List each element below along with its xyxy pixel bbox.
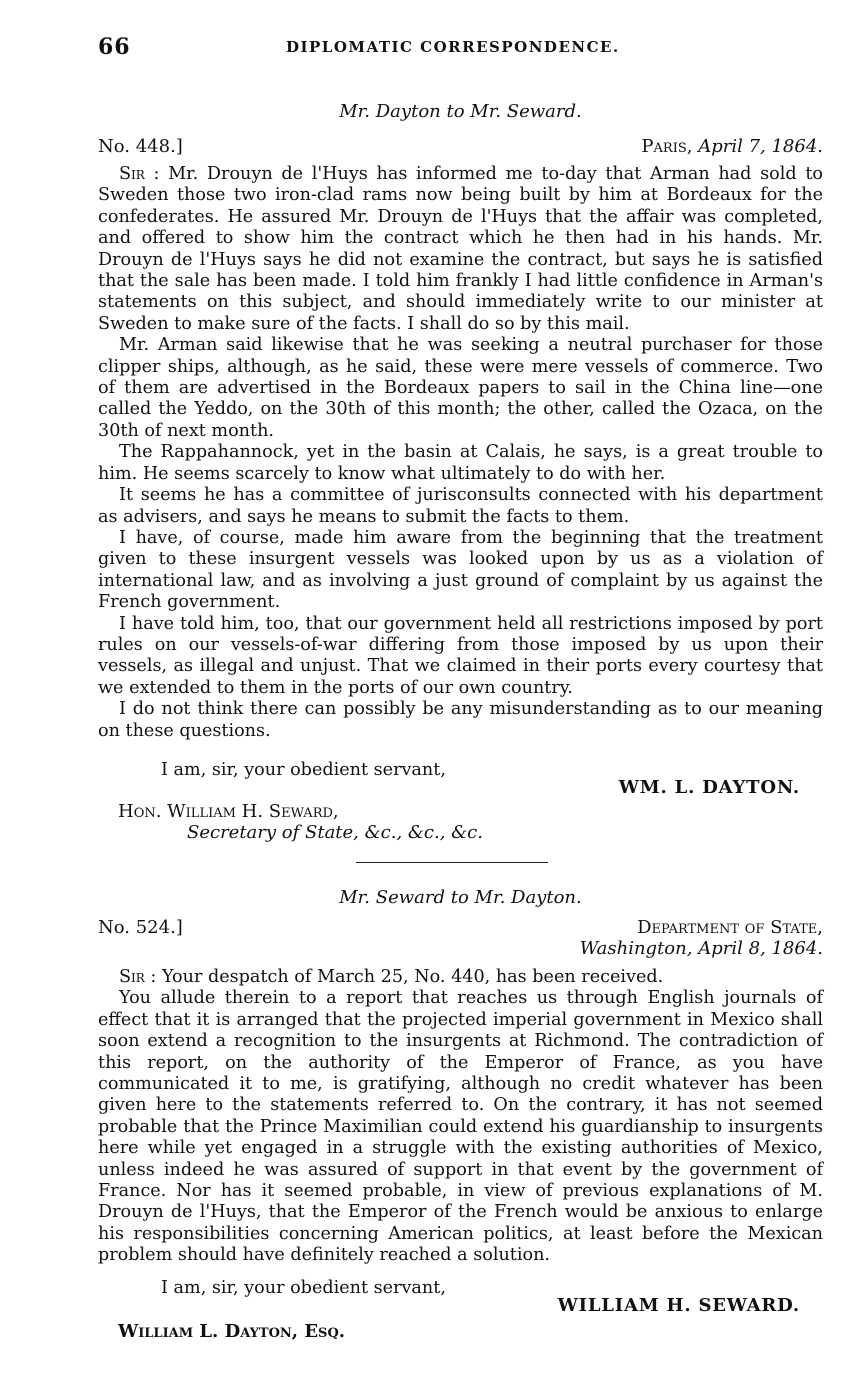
letter1-signature: WM. L. DAYTON. [618, 777, 800, 798]
addressee-title: Secretary of State, &c., &c., &c. [187, 822, 483, 843]
letter2-heading: Mr. Seward to Mr. Dayton. [339, 887, 582, 908]
paragraph: I have, of course, made him aware from the beginning that the treatment given to these insurgent vessels was looked upon by us as a violation of international law, and as involving a just ground of complaint by us against the French government. [98, 527, 823, 613]
paragraph: You allude therein to a report that reaches us through English journals of effect that it is arranged that the projected imperial government in Mexico shall soon extend a recognition to the insurgents at Richmond. The contradiction of this report, on the authority of the Emperor of France, as you have communicated it to me, is gratifying, although no credit whatever has been given here to the statements referred to. On the contrary, it has not seemed probable that the Prince Maximilian could extend his guardianship to insurgents here while yet engaged in a struggle with the existing authorities of Mexico, unless indeed he was assured of support in that event by the government of France. Nor has it seemed probable, in view of previous explanations of M. Drouyn de l'Huys, that the Emperor of the French would be anxious to enlarge his responsibilities concerning American politics, at least before the Mexican problem should have definitely reached a solution. [98, 988, 823, 1266]
paragraph: Sir : Your despatch of March 25, No. 440, has been received. [119, 967, 664, 987]
letter1-place: Paris, [641, 136, 693, 157]
paragraph: It seems he has a committee of jurisconsults connected with his department as advisers, and says he means to submit the facts to them. [98, 485, 823, 527]
page-number: 66 [98, 34, 131, 60]
salutation: Sir : [119, 967, 157, 987]
letter2-addressee [118, 1321, 345, 1342]
letter2-place-date [580, 938, 823, 959]
salutation: Sir : [119, 164, 160, 184]
letter2-number: No. 524.] [98, 917, 183, 938]
letter1-date: April 7, 1864. [698, 136, 823, 157]
letter1-heading: Mr. Dayton to Mr. Seward. [339, 101, 582, 122]
letter2-body [98, 967, 823, 1267]
letter1-closing: I am, sir, your obedient servant, [161, 760, 446, 780]
paragraph: Mr. Arman said likewise that he was seeking a neutral purchaser for those clipper ships, although, as he said, these were mere vessels of commerce. Two of them are advertised in the Bordeaux papers to sail in the China line—one called the Yeddo, on the 30th of this month; the other, called the Ozaca, on the 30th of next month. [98, 335, 823, 441]
letter1-addressee [118, 801, 483, 843]
paragraph: Sir : Mr. Drouyn de l'Huys has informed me to-day that Arman had sold to Sweden those two iron-clad rams now being built by him at Bordeaux for the confederates. He assured Mr. Drouyn de l'Huys that the affair was completed, and offered to show him the contract which he then had in his hands. Mr. Drouyn de l'Huys says he did not examine the contract, but says he is satisfied that the sale has been made. I told him frankly I had little confidence in Arman's statements on this subject, and should immediately write to our minister at Sweden to make sure of the facts. I shall do so by this mail. [98, 164, 823, 334]
letter1-number: No. 448.] [98, 136, 183, 157]
paragraph: The Rappahannock, yet in the basin at Calais, he says, is a great trouble to him. He seems scarcely to know what ultimately to do with her. [98, 442, 823, 484]
letter1-dateline [641, 136, 823, 157]
section-divider [356, 862, 548, 863]
paragraph: I have told him, too, that our government held all restrictions imposed by port rules on our vessels-of-war differing from those imposed by us upon their vessels, as illegal and unjust. That we claimed in their ports every courtesy that we extended to them in the ports of our own country. [98, 613, 823, 698]
letter2-department: Department of State, [637, 917, 823, 938]
letter2-closing: I am, sir, your obedient servant, [161, 1278, 446, 1298]
letter2-date: April 8, 1864. [698, 938, 823, 959]
addressee-name: Hon. William H. Seward, [118, 801, 339, 822]
running-title: DIPLOMATIC CORRESPONDENCE. [286, 38, 620, 56]
paragraph: I do not think there can possibly be any misunderstanding as to our meaning on these questions. [98, 699, 823, 741]
letter2-dateline [580, 917, 823, 959]
page-header [98, 34, 823, 62]
addressee-name: William L. Dayton, Esq. [118, 1321, 346, 1342]
letter2-signature: WILLIAM H. SEWARD. [557, 1295, 800, 1316]
letter2-place: Washington, [579, 938, 693, 959]
letter1-body [98, 164, 823, 742]
